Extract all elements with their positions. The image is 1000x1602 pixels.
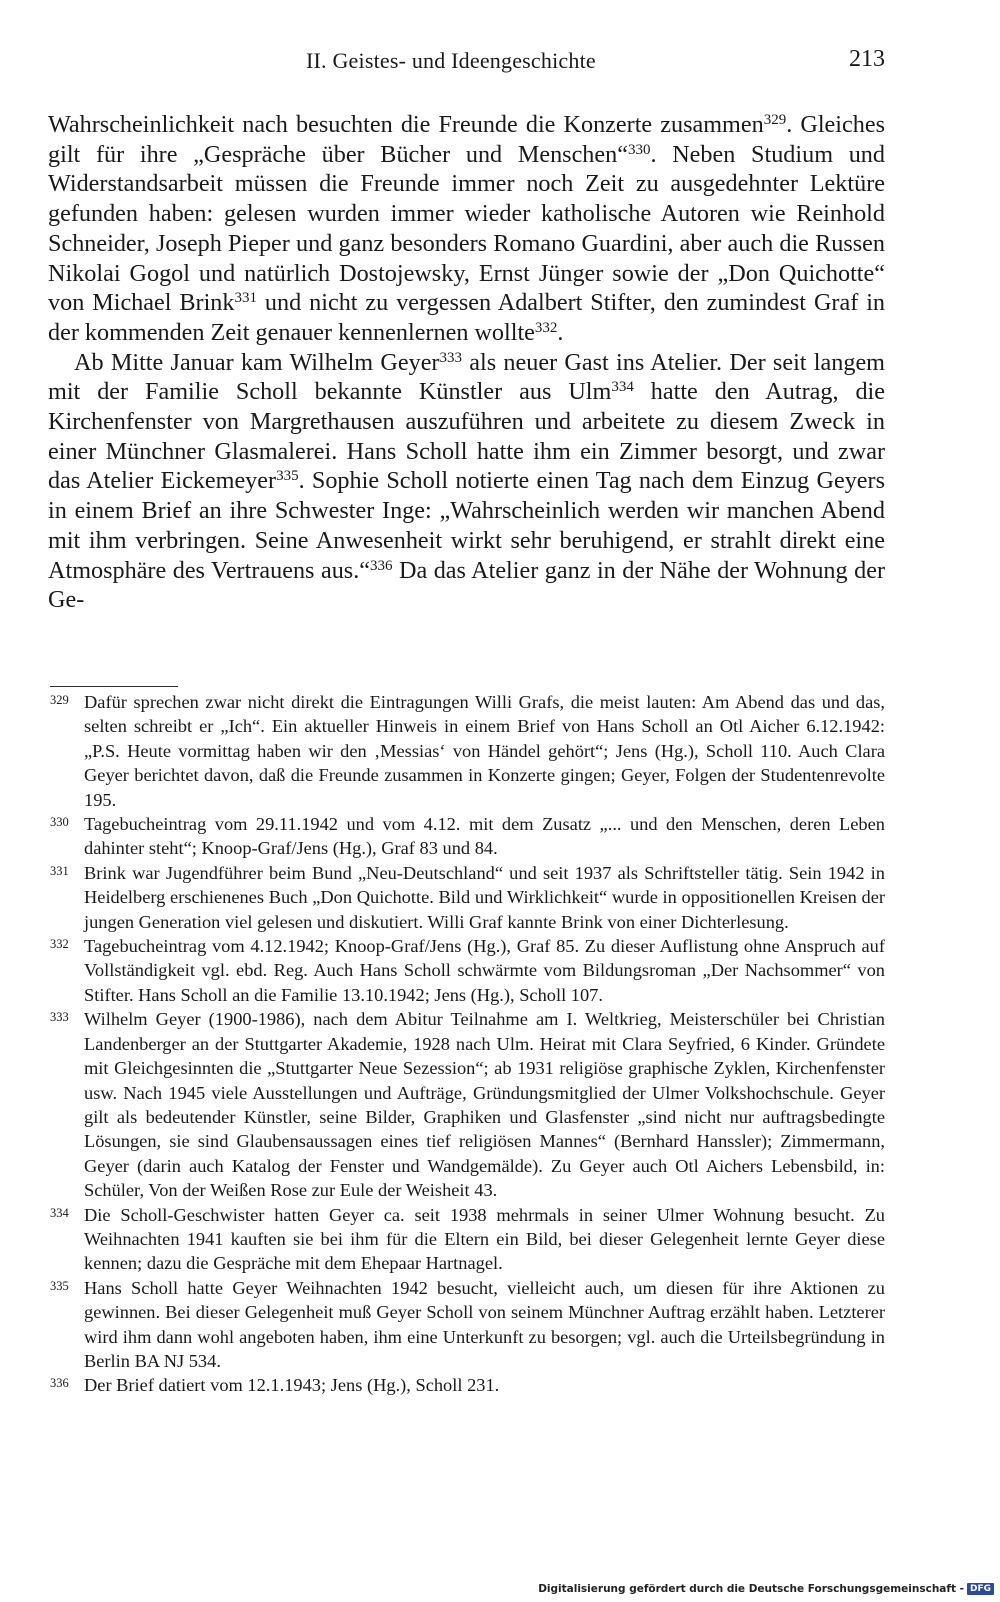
digitization-credit (538, 1583, 994, 1595)
text-run: Wahrscheinlichkeit nach besuchten die Freunde die Konzerte zusammen (48, 111, 764, 138)
footnote-number: 330 (50, 815, 69, 830)
footnote-text: Die Scholl-Geschwister hatten Geyer ca. seit 1938 mehrmals in seiner Ulmer Wohnung besucht. Zu Weihnachten 1941 kauften sie bei ihm für die Eltern ein Bild, bei dieser Gelegenheit lernte Geyer diese kennen; dazu die Gespräche mit dem Ehepaar Hartnagel. (84, 1204, 885, 1274)
footnote-ref: 334 (611, 379, 634, 396)
text-run: als neuer Gast ins Atelier. Der seit langem mit der Familie Scholl bekannte Künstler aus Ulm (48, 348, 885, 406)
footnote-text: Hans Scholl hatte Geyer Weihnachten 1942 besucht, vielleicht auch, um diesen für ihre Aktionen zu gewinnen. Bei dieser Gelegenheit muß Geyer Scholl von seinem Münchner Auftrag erzählt haben. Letzterer wird ihm dann wohl angeboten haben, ihm eine Unterkunft zu besorgen; vgl. auch die Urteilsbegründung in Berlin BA NJ 534. (84, 1277, 885, 1371)
footnote-number: 332 (50, 937, 69, 952)
text-run: . Sophie Scholl notierte einen Tag nach dem Einzug Geyers in einem Brief an ihre Schwester Inge: „Wahrscheinlich werden wir manchen Abend mit ihm verbringen. Seine Anwesenheit wirkt sehr beruhigend, er strahlt direkt eine Atmosphäre des Vertrauens aus.“ (48, 467, 885, 584)
footnote-separator (50, 686, 178, 687)
footnote-number: 333 (50, 1010, 69, 1025)
footnote-number: 335 (50, 1278, 69, 1293)
footnote-text: Der Brief datiert vom 12.1.1943; Jens (Hg.), Scholl 231. (84, 1375, 500, 1396)
paragraph (48, 348, 885, 615)
footnote-number: 336 (50, 1376, 69, 1391)
credit-text: Digitalisierung gefördert durch die Deutsche Forschungsgemeinschaft - (538, 1583, 964, 1595)
running-head (48, 44, 885, 84)
footnote-330 (48, 812, 885, 861)
text-run: und nicht zu vergessen Adalbert Stifter, den zumindest Graf in der kommenden Zeit genauer kennenlernen wollte (48, 289, 886, 346)
footnote-ref: 336 (370, 557, 393, 574)
footnote-334 (48, 1203, 885, 1276)
footnote-335 (48, 1276, 885, 1374)
footnote-ref: 335 (276, 468, 299, 485)
paragraph (48, 110, 885, 348)
footnote-ref: 331 (234, 289, 257, 306)
footnote-text: Dafür sprechen zwar nicht direkt die Eintragungen Willi Grafs, die meist lauten: Am Abend das und das, selten schreibt er „Ich“. Ein aktueller Hinweis in einem Brief von Hans Scholl an Otl Aicher 6.12.1942: „P.S. Heute vormittag haben wir den ‚Messias‘ von Händel gehört“; Jens (Hg.), Scholl 110. Auch Clara Geyer berichtet davon, daß die Freunde zusammen in Konzerte gingen; Geyer, Folgen der Studentenrevolte 195. (84, 692, 885, 810)
dfg-logo: DFG (967, 1583, 994, 1595)
footnote-333 (48, 1007, 885, 1202)
footnote-text: Tagebucheintrag vom 29.11.1942 und vom 4.12. mit dem Zusatz „... und den Menschen, deren Leben dahinter steht“; Knoop-Graf/Jens (Hg.), Graf 83 und 84. (84, 814, 885, 859)
text-run: Ab Mitte Januar kam Wilhelm Geyer (74, 348, 440, 376)
main-text (48, 110, 885, 615)
footnote-332 (48, 934, 885, 1007)
footnote-ref: 329 (763, 111, 787, 128)
footnote-text: Wilhelm Geyer (1900-1986), nach dem Abitur Teilnahme am I. Weltkrieg, Meisterschüler bei Christian Landenberger an der Stuttgarter Akademie, 1928 nach Ulm. Heirat mit Clara Seyfried, 6 Kinder. Gründete mit Gleichgesinnten die „Stuttgarter Neue Sezession“; ab 1931 religiöse graphische Zyklen, Kirchenfenster usw. Nach 1945 viele Ausstellungen und Aufträge, Gründungsmitglied der Ulmer Volkshochschule. Geyer gilt als bedeutender Künstler, seine Bilder, Graphiken und Glasfenster „sind nicht nur auftragsbedingte Lösungen, sie sind Glaubensaussagen eines tief religiösen Mannes“ (Bernhard Hanssler); Zimmermann, Geyer (darin auch Katalog der Fenster und Wandgemälde). Zu Geyer auch Otl Aichers Lebensbild, in: Schüler, Von der Weißen Rose zur Eule der Weisheit 43. (84, 1009, 885, 1201)
text-run: hatte den Autrag, die Kirchenfenster von Margrethausen auszuführen und arbeitete zu diesem Zweck in einer Münchner Glasmalerei. Hans Scholl hatte ihm ein Zimmer besorgt, und zwar das Atelier Eickemeyer (48, 378, 885, 495)
footnote-329 (48, 690, 885, 812)
footnote-number: 331 (50, 863, 69, 878)
footnotes (48, 690, 885, 1398)
footnote-text: Brink war Jugendführer beim Bund „Neu-Deutschland“ und seit 1937 als Schriftsteller tätig. Sein 1942 in Heidelberg erschienenes Buch „Don Quichotte. Bild und Wirklichkeit“ wurde in oppositionellen Kreisen der jungen Generation viel gelesen und diskutiert. Willi Graf kannte Brink von einer Dichterlesung. (84, 862, 885, 932)
footnote-ref: 333 (439, 349, 462, 366)
footnote-331 (48, 861, 885, 934)
footnote-number: 334 (50, 1205, 69, 1220)
footnote-number: 329 (50, 693, 69, 707)
text-run: Da das Atelier ganz in der Nähe der Wohnung der Ge- (48, 556, 885, 614)
footnote-ref: 332 (534, 319, 558, 336)
footnote-text: Tagebucheintrag vom 4.12.1942; Knoop-Graf/Jens (Hg.), Graf 85. Zu dieser Auflistung ohne Anspruch auf Vollständigkeit vgl. ebd. Reg. Auch Hans Scholl schwärmte vom Bildungsroman „Der Nachsommer“ von Stifter. Hans Scholl an die Familie 13.10.1942; Jens (Hg.), Scholl 107. (84, 936, 885, 1005)
text-run: . Gleiches gilt für ihre „Gespräche über Bücher und Menschen“ (48, 111, 885, 168)
running-title: II. Geistes- und Ideengeschichte (306, 48, 596, 73)
text-run: . (557, 318, 564, 346)
footnote-ref: 330 (627, 141, 651, 158)
footnote-336 (48, 1373, 885, 1397)
text-run: . Neben Studium und Widerstandsarbeit müssen die Freunde immer noch Zeit zu ausgedehnter Lektüre gefunden haben: gelesen wurden immer wieder katholische Autoren wie Reinhold Schneider, Joseph Pieper und ganz besonders Romano Guardini, aber auch die Russen Nikolai Gogol und natürlich Dostojewsky, Ernst Jünger sowie der „Don Quichotte“ von Michael Brink (48, 140, 885, 317)
page-number: 213 (849, 46, 885, 72)
